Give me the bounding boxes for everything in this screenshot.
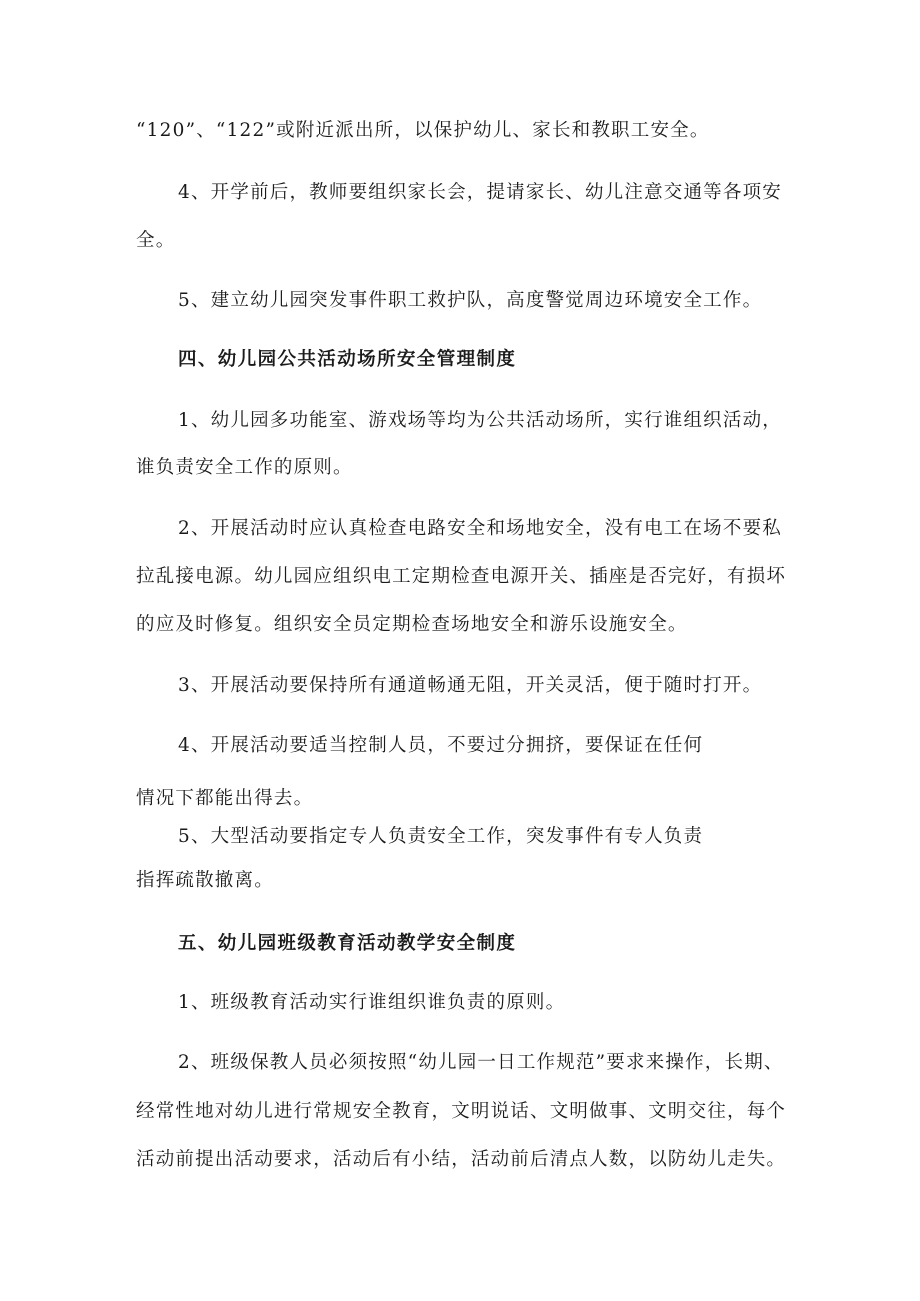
paragraph-line-s4-item-3: 3、开展活动要保持所有通道畅通无阻，开关灵活，便于随时打开。 <box>178 675 763 696</box>
paragraph-line-s4-item-4-a: 4、开展活动要适当控制人员，不要过分拥挤，要保证在任何 <box>178 735 704 756</box>
paragraph-line-s4-item-2-a: 2、开展活动时应认真检查电路安全和场地安全，没有电工在场不要私 <box>178 518 782 539</box>
paragraph-line-item-4-a: 4、开学前后，教师要组织家长会，提请家长、幼儿注意交通等各项安 <box>178 182 782 203</box>
paragraph-line-s5-item-2-a: 2、班级保教人员必须按照“幼儿园一日工作规范”要求来操作，长期、 <box>178 1052 784 1073</box>
paragraph-line-s4-item-5-b: 指挥疏散撤离。 <box>136 870 274 891</box>
paragraph-line-s5-item-2-b: 经常性地对幼儿进行常规安全教育，文明说话、文明做事、文明交往，每个 <box>136 1101 787 1122</box>
paragraph-line-s4-item-4-b: 情况下都能出得去。 <box>136 788 314 809</box>
paragraph-line-s4-item-2-c: 的应及时修复。组织安全员定期检查场地安全和游乐设施安全。 <box>136 614 688 635</box>
paragraph-line-s5-item-2-c: 活动前提出活动要求，活动后有小结，活动前后清点人数，以防幼儿走失。 <box>136 1149 787 1170</box>
paragraph-line-emergency-numbers: “120”、“122”或附近派出所，以保护幼儿、家长和教职工安全。 <box>136 120 710 141</box>
section-heading-4: 四、幼儿园公共活动场所安全管理制度 <box>178 349 517 370</box>
paragraph-line-item-4-b: 全。 <box>136 230 176 251</box>
paragraph-line-s4-item-2-b: 拉乱接电源。幼儿园应组织电工定期检查电源开关、插座是否完好，有损坏 <box>136 566 787 587</box>
paragraph-line-s4-item-5-a: 5、大型活动要指定专人负责安全工作，突发事件有专人负责 <box>178 826 704 847</box>
paragraph-line-item-5: 5、建立幼儿园突发事件职工救护队，高度警觉周边环境安全工作。 <box>178 290 763 311</box>
paragraph-line-s4-item-1-a: 1、幼儿园多功能室、游戏场等均为公共活动场所，实行谁组织活动， <box>178 410 782 431</box>
section-heading-5: 五、幼儿园班级教育活动教学安全制度 <box>178 933 517 954</box>
paragraph-line-s5-item-1: 1、班级教育活动实行谁组织谁负责的原则。 <box>178 992 566 1013</box>
paragraph-line-s4-item-1-b: 谁负责安全工作的原则。 <box>136 457 353 478</box>
